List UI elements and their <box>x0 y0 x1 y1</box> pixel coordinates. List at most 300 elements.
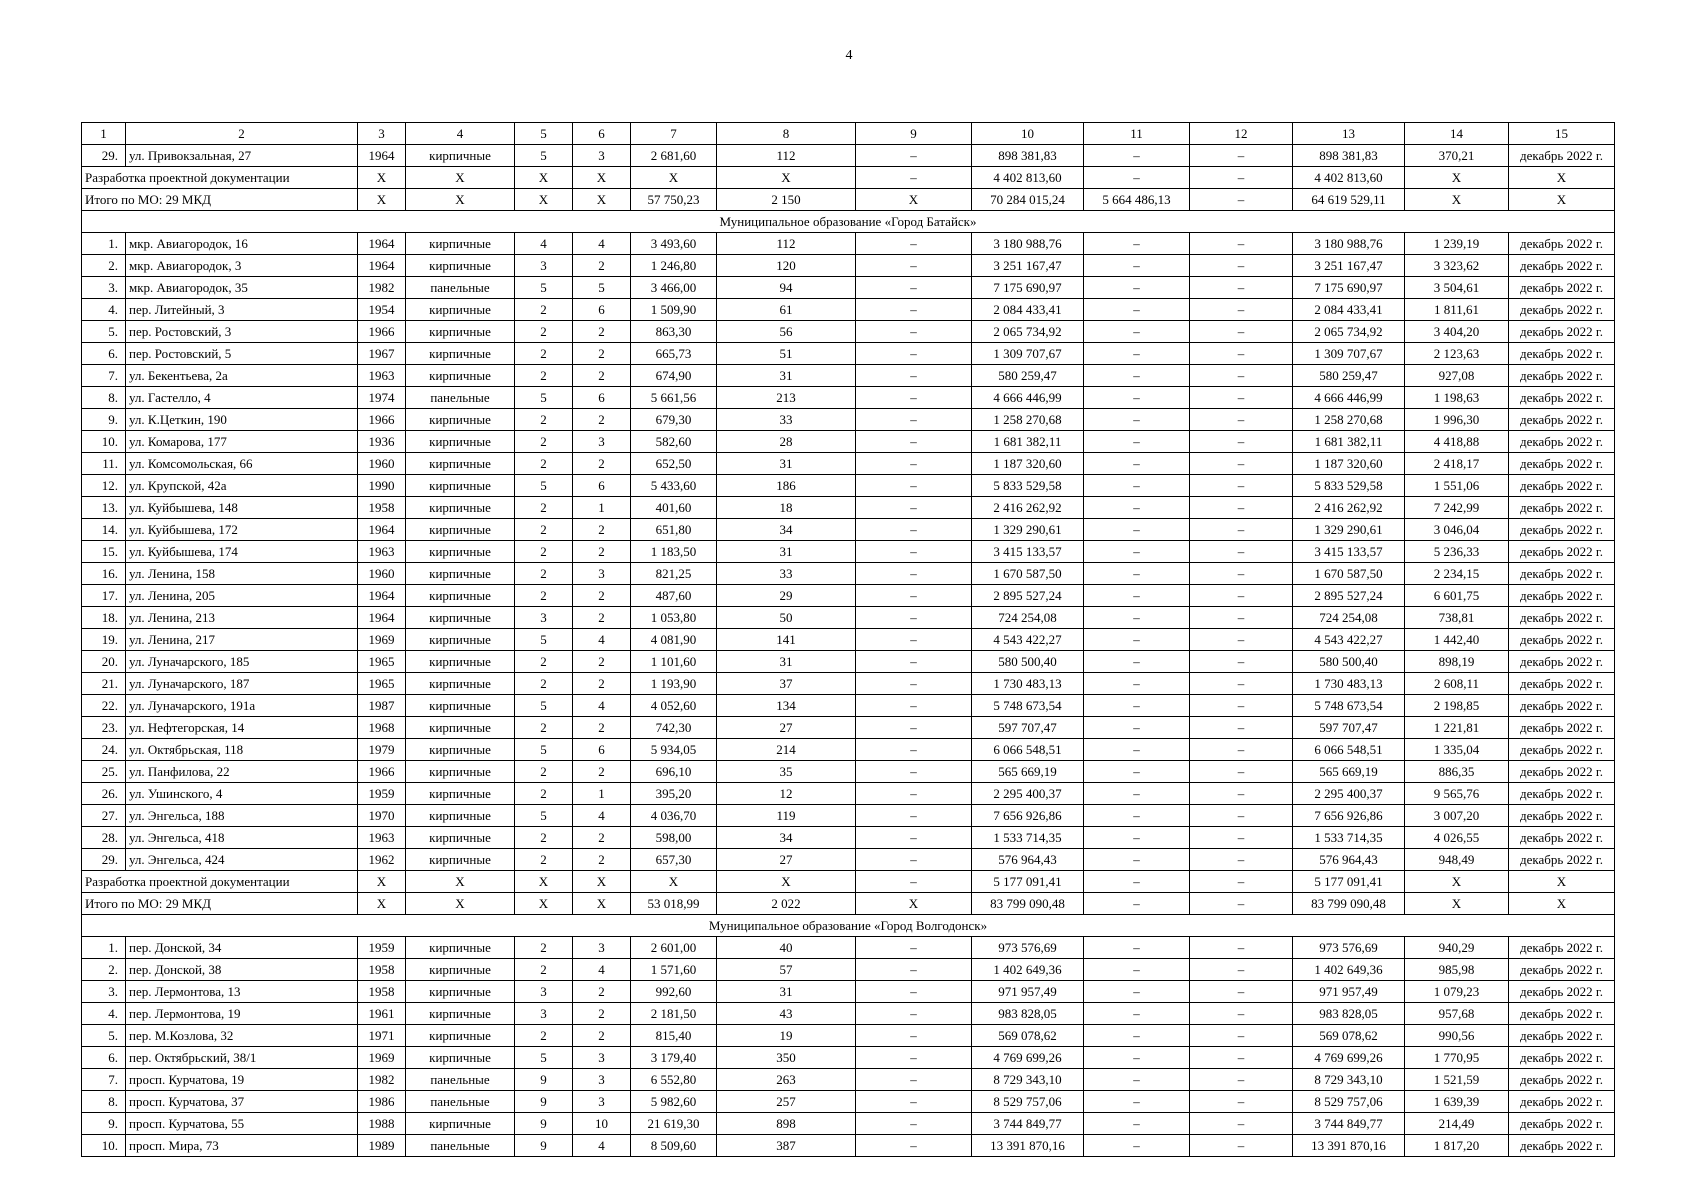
table-cell: декабрь 2022 г. <box>1509 255 1615 277</box>
table-cell: 83 799 090,48 <box>972 893 1084 915</box>
table-cell: – <box>1084 1003 1190 1025</box>
row-number-cell: 25. <box>82 761 126 783</box>
table-cell: – <box>1190 805 1293 827</box>
table-cell: 1982 <box>358 1069 406 1091</box>
table-cell: – <box>1190 541 1293 563</box>
table-cell: декабрь 2022 г. <box>1509 673 1615 695</box>
table-cell: 61 <box>717 299 856 321</box>
table-cell: – <box>1084 167 1190 189</box>
table-row <box>82 827 1615 849</box>
table-cell: 3 504,61 <box>1405 277 1509 299</box>
table-cell: 2 <box>515 519 573 541</box>
table-cell: – <box>1190 739 1293 761</box>
table-cell: – <box>856 541 972 563</box>
table-cell: – <box>1084 585 1190 607</box>
table-cell: – <box>1084 695 1190 717</box>
table-cell: 4 543 422,27 <box>1293 629 1405 651</box>
table-cell: 27 <box>717 849 856 871</box>
row-number-cell: 3. <box>82 277 126 299</box>
table-cell: 1 442,40 <box>1405 629 1509 651</box>
table-cell: декабрь 2022 г. <box>1509 981 1615 1003</box>
table-cell: 27 <box>717 717 856 739</box>
table-cell: 1964 <box>358 255 406 277</box>
table-cell: 19 <box>717 1025 856 1047</box>
table-row <box>82 1091 1615 1113</box>
row-number-cell: 10. <box>82 1135 126 1157</box>
table-cell: 5 <box>515 629 573 651</box>
table-cell: 1 329 290,61 <box>1293 519 1405 541</box>
table-cell: 2 601,00 <box>631 937 717 959</box>
table-cell: 8 729 343,10 <box>1293 1069 1405 1091</box>
table-cell: 1 193,90 <box>631 673 717 695</box>
table-cell: 1 246,80 <box>631 255 717 277</box>
address-cell: пер. Донской, 38 <box>126 959 358 981</box>
summary-row <box>82 893 1615 915</box>
address-cell: просп. Курчатова, 37 <box>126 1091 358 1113</box>
address-cell: ул. Ленина, 213 <box>126 607 358 629</box>
table-cell: 2 895 527,24 <box>972 585 1084 607</box>
address-cell: пер. Лермонтова, 19 <box>126 1003 358 1025</box>
summary-label: Разработка проектной документации <box>82 167 358 189</box>
row-number-cell: 4. <box>82 1003 126 1025</box>
table-cell: – <box>1190 959 1293 981</box>
address-cell: ул. Крупской, 42а <box>126 475 358 497</box>
table-cell: – <box>1084 387 1190 409</box>
table-cell: – <box>856 607 972 629</box>
table-cell: – <box>856 695 972 717</box>
table-row <box>82 255 1615 277</box>
table-cell: 3 <box>573 1047 631 1069</box>
table-cell: декабрь 2022 г. <box>1509 585 1615 607</box>
table-cell: 34 <box>717 519 856 541</box>
table-cell: 2 181,50 <box>631 1003 717 1025</box>
table-cell: 214,49 <box>1405 1113 1509 1135</box>
table-cell: кирпичные <box>406 607 515 629</box>
table-cell: 580 259,47 <box>972 365 1084 387</box>
table-cell: 1963 <box>358 365 406 387</box>
table-cell: Х <box>717 871 856 893</box>
address-cell: пер. Лермонтова, 13 <box>126 981 358 1003</box>
table-cell: 5 236,33 <box>1405 541 1509 563</box>
table-cell: – <box>856 651 972 673</box>
table-cell: 4 543 422,27 <box>972 629 1084 651</box>
column-number-cell: 3 <box>358 123 406 145</box>
address-cell: ул. Энгельса, 424 <box>126 849 358 871</box>
table-cell: – <box>1084 1135 1190 1157</box>
summary-row <box>82 189 1615 211</box>
table-cell: – <box>1084 783 1190 805</box>
table-cell: – <box>1084 255 1190 277</box>
table-cell: 886,35 <box>1405 761 1509 783</box>
table-cell: 2 <box>515 299 573 321</box>
table-cell: – <box>1084 563 1190 585</box>
table-cell: 57 <box>717 959 856 981</box>
table-cell: Х <box>1405 893 1509 915</box>
table-cell: 1968 <box>358 717 406 739</box>
table-cell: 2 <box>515 431 573 453</box>
table-cell: 1966 <box>358 761 406 783</box>
table-cell: 582,60 <box>631 431 717 453</box>
table-cell: декабрь 2022 г. <box>1509 563 1615 585</box>
table-cell: 2 418,17 <box>1405 453 1509 475</box>
table-row <box>82 1025 1615 1047</box>
table-cell: 13 391 870,16 <box>972 1135 1084 1157</box>
table-cell: Х <box>631 167 717 189</box>
table-cell: 3 <box>515 1003 573 1025</box>
table-cell: кирпичные <box>406 981 515 1003</box>
table-cell: кирпичные <box>406 255 515 277</box>
table-cell: 1959 <box>358 783 406 805</box>
table-cell: 2 <box>573 343 631 365</box>
column-number-cell: 5 <box>515 123 573 145</box>
table-cell: 370,21 <box>1405 145 1509 167</box>
table-cell: – <box>1190 387 1293 409</box>
table-cell: – <box>1084 827 1190 849</box>
table-cell: кирпичные <box>406 629 515 651</box>
table-cell: 565 669,19 <box>1293 761 1405 783</box>
table-row <box>82 343 1615 365</box>
table-cell: 2 <box>573 541 631 563</box>
table-cell: декабрь 2022 г. <box>1509 343 1615 365</box>
table-cell: кирпичные <box>406 761 515 783</box>
column-number-cell: 14 <box>1405 123 1509 145</box>
table-row <box>82 629 1615 651</box>
table-cell: 2 <box>573 519 631 541</box>
table-cell: декабрь 2022 г. <box>1509 761 1615 783</box>
table-cell: декабрь 2022 г. <box>1509 849 1615 871</box>
table-cell: 2 <box>573 409 631 431</box>
table-cell: – <box>856 453 972 475</box>
table-cell: – <box>1084 739 1190 761</box>
table-cell: 1 402 649,36 <box>1293 959 1405 981</box>
table-cell: 3 415 133,57 <box>972 541 1084 563</box>
table-cell: 2 681,60 <box>631 145 717 167</box>
address-cell: пер. Литейный, 3 <box>126 299 358 321</box>
table-cell: 1 258 270,68 <box>972 409 1084 431</box>
table-cell: – <box>1084 299 1190 321</box>
table-cell: 1 198,63 <box>1405 387 1509 409</box>
table-cell: – <box>856 1003 972 1025</box>
table-cell: – <box>1190 431 1293 453</box>
table-row <box>82 1047 1615 1069</box>
table-cell: 4 769 699,26 <box>972 1047 1084 1069</box>
table-cell: 580 259,47 <box>1293 365 1405 387</box>
table-cell: декабрь 2022 г. <box>1509 717 1615 739</box>
table-cell: 6 066 548,51 <box>972 739 1084 761</box>
table-cell: кирпичные <box>406 695 515 717</box>
table-cell: 7 242,99 <box>1405 497 1509 519</box>
table-cell: Х <box>1405 871 1509 893</box>
table-cell: 1 221,81 <box>1405 717 1509 739</box>
table-cell: 597 707,47 <box>1293 717 1405 739</box>
table-row <box>82 981 1615 1003</box>
table-cell: – <box>856 563 972 585</box>
table-cell: Х <box>515 893 573 915</box>
table-cell: 134 <box>717 695 856 717</box>
table-cell: 3 <box>515 255 573 277</box>
table-row <box>82 145 1615 167</box>
table-row <box>82 453 1615 475</box>
table-row <box>82 783 1615 805</box>
table-cell: – <box>1190 1069 1293 1091</box>
table-cell: 1 817,20 <box>1405 1135 1509 1157</box>
table-cell: – <box>856 1113 972 1135</box>
table-cell: 674,90 <box>631 365 717 387</box>
table-cell: 6 601,75 <box>1405 585 1509 607</box>
table-cell: 580 500,40 <box>1293 651 1405 673</box>
table-cell: 2 <box>573 255 631 277</box>
table-cell: – <box>1190 365 1293 387</box>
address-cell: пер. Октябрьский, 38/1 <box>126 1047 358 1069</box>
address-cell: ул. Ленина, 205 <box>126 585 358 607</box>
table-cell: – <box>856 717 972 739</box>
table-cell: 213 <box>717 387 856 409</box>
table-cell: – <box>1190 1003 1293 1025</box>
table-cell: 2 <box>573 827 631 849</box>
table-row <box>82 673 1615 695</box>
table-cell: 21 619,30 <box>631 1113 717 1135</box>
table-cell: 1936 <box>358 431 406 453</box>
table-cell: – <box>856 739 972 761</box>
table-cell: декабрь 2022 г. <box>1509 959 1615 981</box>
row-number-cell: 11. <box>82 453 126 475</box>
table-cell: – <box>1084 871 1190 893</box>
table-cell: 3 <box>573 563 631 585</box>
table-cell: 1 <box>573 783 631 805</box>
table-cell: 898 381,83 <box>1293 145 1405 167</box>
row-number-cell: 9. <box>82 1113 126 1135</box>
table-cell: 898,19 <box>1405 651 1509 673</box>
table-cell: 8 529 757,06 <box>1293 1091 1405 1113</box>
table-body <box>82 123 1615 1157</box>
table-cell: – <box>1190 1091 1293 1113</box>
table-cell: 9 <box>515 1135 573 1157</box>
table-cell: 2 <box>515 827 573 849</box>
table-row <box>82 1069 1615 1091</box>
table-cell: 3 493,60 <box>631 233 717 255</box>
table-cell: – <box>856 981 972 1003</box>
table-cell: 2 <box>515 651 573 673</box>
table-cell: 3 251 167,47 <box>972 255 1084 277</box>
table-cell: декабрь 2022 г. <box>1509 827 1615 849</box>
table-row <box>82 761 1615 783</box>
table-cell: Х <box>1509 871 1615 893</box>
row-number-cell: 5. <box>82 321 126 343</box>
table-cell: – <box>1190 695 1293 717</box>
table-cell: декабрь 2022 г. <box>1509 937 1615 959</box>
table-cell: 7 175 690,97 <box>1293 277 1405 299</box>
table-cell: 1 079,23 <box>1405 981 1509 1003</box>
table-cell: 5 833 529,58 <box>1293 475 1405 497</box>
table-cell: 5 748 673,54 <box>1293 695 1405 717</box>
table-row <box>82 387 1615 409</box>
table-cell: 3 180 988,76 <box>972 233 1084 255</box>
column-number-cell: 4 <box>406 123 515 145</box>
table-cell: 973 576,69 <box>1293 937 1405 959</box>
table-cell: 2 <box>573 607 631 629</box>
table-row <box>82 739 1615 761</box>
table-cell: 2 <box>573 585 631 607</box>
table-cell: Х <box>406 871 515 893</box>
table-cell: 5 <box>515 805 573 827</box>
table-cell: 37 <box>717 673 856 695</box>
row-number-cell: 27. <box>82 805 126 827</box>
table-cell: декабрь 2022 г. <box>1509 1135 1615 1157</box>
column-number-cell: 7 <box>631 123 717 145</box>
table-cell: 2 416 262,92 <box>972 497 1084 519</box>
table-cell: 1958 <box>358 497 406 519</box>
table-cell: – <box>1190 1135 1293 1157</box>
table-cell: – <box>1084 233 1190 255</box>
table-cell: 1965 <box>358 651 406 673</box>
table-cell: 565 669,19 <box>972 761 1084 783</box>
table-cell: 2 <box>515 563 573 585</box>
table-cell: 1 239,19 <box>1405 233 1509 255</box>
table-cell: – <box>1084 453 1190 475</box>
column-number-cell: 15 <box>1509 123 1615 145</box>
table-cell: Х <box>406 189 515 211</box>
table-row <box>82 299 1615 321</box>
table-cell: 4 666 446,99 <box>1293 387 1405 409</box>
column-number-row <box>82 123 1615 145</box>
address-cell: ул. Энгельса, 188 <box>126 805 358 827</box>
section-title: Муниципальное образование «Город Батайск» <box>82 211 1615 233</box>
table-cell: кирпичные <box>406 475 515 497</box>
table-cell: 983 828,05 <box>1293 1003 1405 1025</box>
table-cell: кирпичные <box>406 937 515 959</box>
table-cell: 1 670 587,50 <box>972 563 1084 585</box>
table-cell: 5 <box>515 695 573 717</box>
table-cell: 1 811,61 <box>1405 299 1509 321</box>
table-cell: 4 402 813,60 <box>1293 167 1405 189</box>
table-cell: 1958 <box>358 981 406 1003</box>
row-number-cell: 28. <box>82 827 126 849</box>
table-row <box>82 717 1615 739</box>
table-cell: 2 416 262,92 <box>1293 497 1405 519</box>
table-cell: кирпичные <box>406 343 515 365</box>
table-cell: 1 730 483,13 <box>1293 673 1405 695</box>
table-cell: – <box>1084 1047 1190 1069</box>
table-cell: 8 529 757,06 <box>972 1091 1084 1113</box>
table-cell: 7 175 690,97 <box>972 277 1084 299</box>
table-cell: Х <box>358 167 406 189</box>
table-cell: 31 <box>717 453 856 475</box>
table-cell: 2 <box>515 365 573 387</box>
table-cell: 4 026,55 <box>1405 827 1509 849</box>
table-row <box>82 431 1615 453</box>
table-cell: 5 748 673,54 <box>972 695 1084 717</box>
row-number-cell: 6. <box>82 343 126 365</box>
table-cell: 5 <box>515 739 573 761</box>
table-cell: – <box>1084 981 1190 1003</box>
table-cell: 4 052,60 <box>631 695 717 717</box>
table-cell: – <box>856 761 972 783</box>
table-cell: 1982 <box>358 277 406 299</box>
table-cell: 1971 <box>358 1025 406 1047</box>
table-cell: 2 <box>573 1003 631 1025</box>
table-cell: 4 402 813,60 <box>972 167 1084 189</box>
table-row <box>82 519 1615 541</box>
table-cell: 1 730 483,13 <box>972 673 1084 695</box>
table-cell: – <box>1190 453 1293 475</box>
table-cell: 2 <box>515 321 573 343</box>
table-cell: 665,73 <box>631 343 717 365</box>
table-cell: 31 <box>717 365 856 387</box>
table-cell: – <box>1190 629 1293 651</box>
table-cell: кирпичные <box>406 497 515 519</box>
section-header-row <box>82 915 1615 937</box>
table-cell: – <box>1084 629 1190 651</box>
table-cell: 5 <box>515 277 573 299</box>
table-cell: 2 <box>573 1025 631 1047</box>
address-cell: просп. Курчатова, 19 <box>126 1069 358 1091</box>
table-cell: 9 565,76 <box>1405 783 1509 805</box>
row-number-cell: 19. <box>82 629 126 651</box>
table-cell: 1 309 707,67 <box>972 343 1084 365</box>
table-cell: – <box>856 937 972 959</box>
table-cell: 1966 <box>358 321 406 343</box>
table-cell: Х <box>1405 167 1509 189</box>
table-cell: 696,10 <box>631 761 717 783</box>
column-number-cell: 12 <box>1190 123 1293 145</box>
table-cell: 1965 <box>358 673 406 695</box>
table-cell: 3 179,40 <box>631 1047 717 1069</box>
row-number-cell: 20. <box>82 651 126 673</box>
table-cell: декабрь 2022 г. <box>1509 409 1615 431</box>
table-cell: 4 <box>573 233 631 255</box>
table-cell: 738,81 <box>1405 607 1509 629</box>
table-row <box>82 695 1615 717</box>
table-cell: 2 895 527,24 <box>1293 585 1405 607</box>
table-cell: – <box>1190 321 1293 343</box>
table-cell: кирпичные <box>406 233 515 255</box>
table-cell: декабрь 2022 г. <box>1509 1003 1615 1025</box>
address-cell: просп. Курчатова, 55 <box>126 1113 358 1135</box>
table-cell: 3 323,62 <box>1405 255 1509 277</box>
address-cell: ул. Куйбышева, 148 <box>126 497 358 519</box>
table-cell: – <box>856 321 972 343</box>
table-cell: кирпичные <box>406 1113 515 1135</box>
table-cell: декабрь 2022 г. <box>1509 607 1615 629</box>
table-row <box>82 563 1615 585</box>
table-cell: 1988 <box>358 1113 406 1135</box>
table-cell: – <box>1190 981 1293 1003</box>
table-cell: 1969 <box>358 1047 406 1069</box>
table-cell: 2 <box>515 409 573 431</box>
table-cell: 10 <box>573 1113 631 1135</box>
table-cell: Х <box>573 893 631 915</box>
table-cell: 1 309 707,67 <box>1293 343 1405 365</box>
table-cell: – <box>1190 343 1293 365</box>
table-row <box>82 1003 1615 1025</box>
table-cell: кирпичные <box>406 827 515 849</box>
table-cell: 1969 <box>358 629 406 651</box>
table-cell: 3 <box>573 1091 631 1113</box>
table-cell: – <box>1190 475 1293 497</box>
row-number-cell: 21. <box>82 673 126 695</box>
table-cell: Х <box>406 893 515 915</box>
table-cell: – <box>856 673 972 695</box>
address-cell: пер. М.Козлова, 32 <box>126 1025 358 1047</box>
table-cell: – <box>1190 651 1293 673</box>
address-cell: просп. Мира, 73 <box>126 1135 358 1157</box>
table-cell: 898 <box>717 1113 856 1135</box>
table-row <box>82 321 1615 343</box>
table-cell: 5 <box>515 1047 573 1069</box>
table-cell: – <box>856 519 972 541</box>
address-cell: ул. Комарова, 177 <box>126 431 358 453</box>
table-cell: – <box>856 409 972 431</box>
